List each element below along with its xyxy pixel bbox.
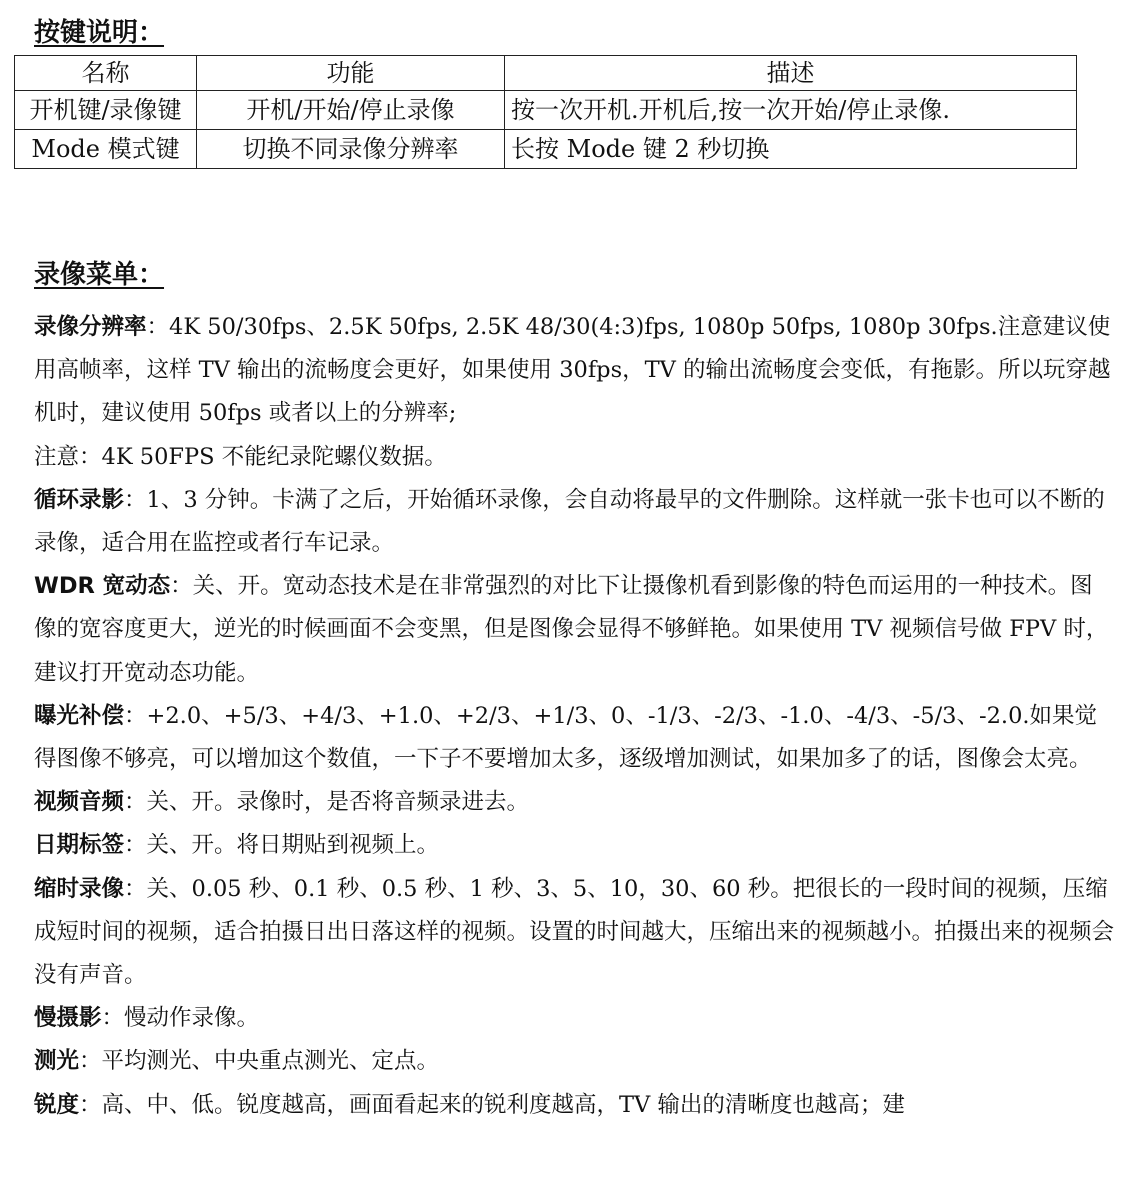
key-table	[14, 55, 1077, 169]
menu-item-list	[34, 306, 1114, 1127]
item-term: 循环录影	[34, 486, 125, 513]
item-text: 注意：4K 50FPS 不能纪录陀螺仪数据。	[34, 443, 447, 470]
list-item	[34, 997, 1114, 1040]
table-row	[15, 130, 1077, 169]
item-text: ：关、0.05 秒、0.1 秒、0.5 秒、1 秒、3、5、10，30、60 秒。把很长的一段时间的视频，压缩成短时间的视频，适合拍摄日出日落这样的视频。设置的时间越大，压缩出来的视频越小。拍摄出来的视频会没有声音。	[34, 875, 1115, 989]
item-text: ：平均测光、中央重点测光、定点。	[79, 1048, 440, 1075]
item-term: WDR 宽动态	[34, 573, 171, 600]
key-function: 切换不同录像分辨率	[197, 130, 505, 169]
list-item	[34, 436, 1114, 479]
item-text: ：1、3 分钟。卡满了之后，开始循环录像，会自动将最早的文件删除。这样就一张卡也可以不断的录像，适合用在监控或者行车记录。	[34, 486, 1105, 557]
list-item	[34, 1040, 1114, 1083]
item-text: ：慢动作录像。	[101, 1005, 260, 1032]
list-item	[34, 1084, 1114, 1127]
list-item	[34, 479, 1114, 565]
item-text: ：关、开。将日期贴到视频上。	[124, 832, 440, 859]
list-item	[34, 824, 1114, 867]
menu-section-title: 录像菜单：	[34, 260, 165, 290]
list-item	[34, 565, 1114, 695]
key-name: Mode 模式键	[15, 130, 197, 169]
item-text: ：+2.0、+5/3、+4/3、+1.0、+2/3、+1/3、0、-1/3、-2/3、-1.0、-4/3、-5/3、-2.0.如果觉得图像不够亮，可以增加这个数值，一下子不要增加太多，逐级增加测试，如果加多了的话，图像会太亮。	[34, 702, 1098, 773]
header-name: 名称	[15, 56, 197, 91]
item-term: 曝光补偿	[34, 702, 125, 729]
key-name: 开机键/录像键	[15, 91, 197, 130]
list-item	[34, 868, 1114, 998]
item-text: ：关、开。宽动态技术是在非常强烈的对比下让摄像机看到影像的特色而运用的一种技术。图像的宽容度更大，逆光的时候画面不会变黑，但是图像会显得不够鲜艳。如果使用 TV 视频信号做 FPV 时，建议打开宽动态功能。	[34, 573, 1109, 686]
key-function: 开机/开始/停止录像	[197, 91, 505, 130]
item-text: ：4K 50/30fps、2.5K 50fps, 2.5K 48/30(4:3)fps, 1080p 50fps, 1080p 30fps.注意建议使用高帧率，这样 TV 输出的流畅度会更好，如果使用 30fps，TV 的输出流畅度会变低，有拖影。所以玩穿越机时，建议使用 50fps 或者以上的分辨率;	[34, 314, 1111, 427]
list-item	[34, 306, 1114, 436]
item-text: ：高、中、低。锐度越高，画面看起来的锐利度越高，TV 输出的清晰度也越高；建	[79, 1091, 905, 1118]
list-item	[34, 695, 1114, 781]
item-term: 日期标签	[34, 832, 125, 859]
key-table-header-row	[15, 56, 1077, 91]
table-row	[15, 91, 1077, 130]
item-term: 慢摄影	[34, 1005, 102, 1032]
header-function: 功能	[197, 56, 505, 91]
key-description: 长按 Mode 键 2 秒切换	[505, 130, 1077, 169]
header-description: 描述	[505, 56, 1077, 91]
item-term: 缩时录像	[34, 875, 125, 902]
item-term: 锐度	[34, 1091, 80, 1118]
item-text: ：关、开。录像时，是否将音频录进去。	[124, 789, 530, 816]
key-section-title: 按键说明：	[34, 18, 165, 48]
item-term: 测光	[34, 1048, 80, 1075]
item-term: 视频音频	[34, 789, 125, 816]
key-description: 按一次开机.开机后,按一次开始/停止录像.	[505, 91, 1077, 130]
list-item	[34, 781, 1114, 824]
item-term: 录像分辨率	[34, 314, 147, 340]
